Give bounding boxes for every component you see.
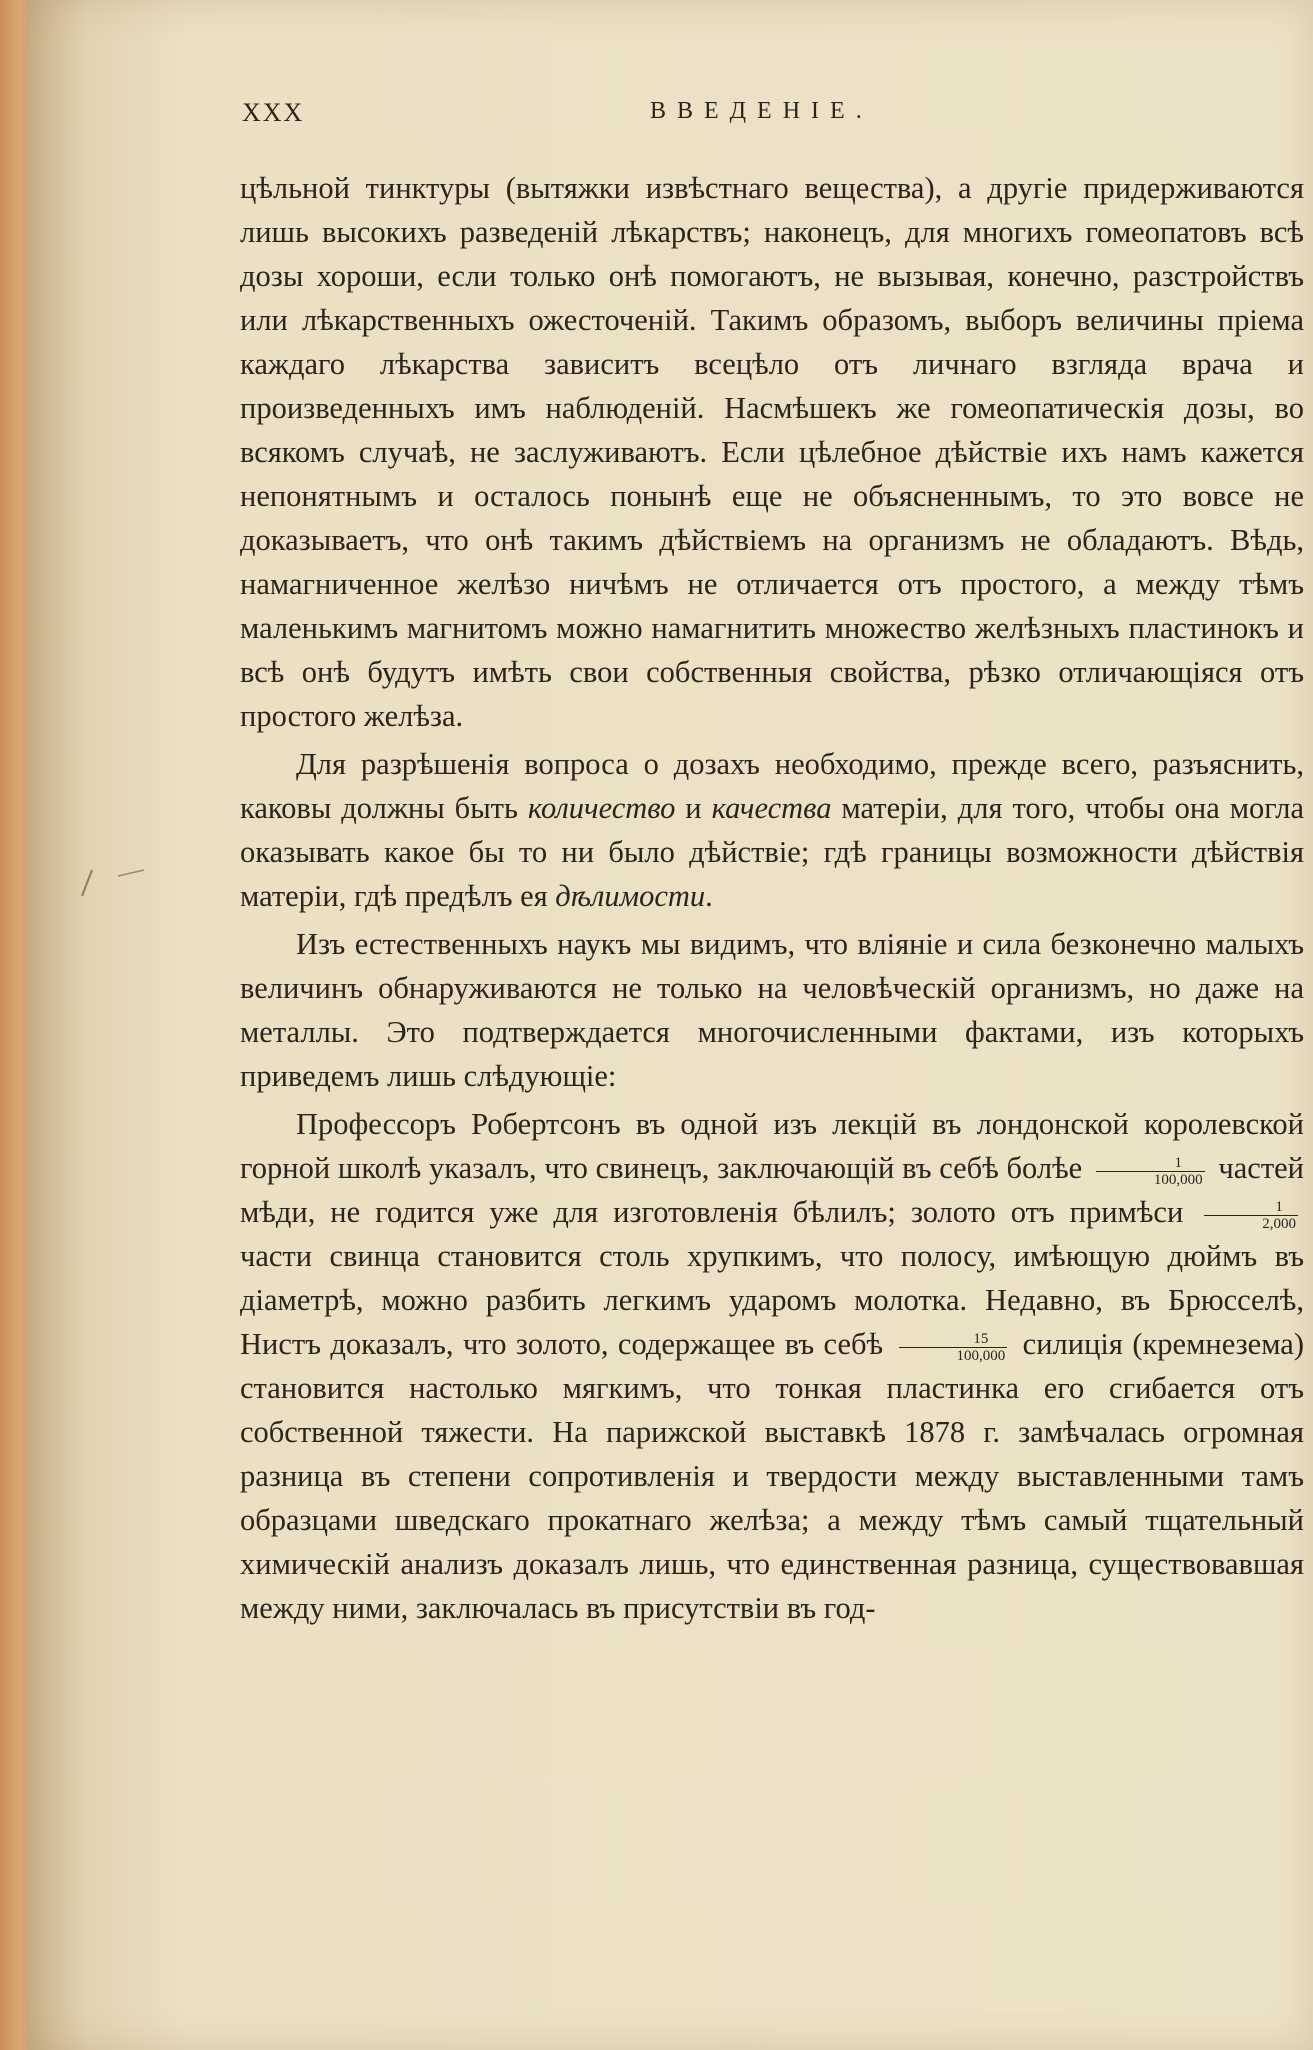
paragraph: [240, 1102, 1304, 1630]
pencil-mark: [78, 862, 148, 902]
fraction-numerator: 1: [1096, 1155, 1205, 1172]
text-run: матерiи, для того, чтобы она могла оказывать какое бы то ни было дѣйствiе; гдѣ границы возможности дѣйствiя матерiи, гдѣ предѣлъ ея: [240, 791, 1304, 913]
fraction-denominator: 2,000: [1262, 1215, 1296, 1232]
fraction: [1204, 1199, 1298, 1232]
text-run: и: [675, 791, 712, 825]
fraction: [899, 1331, 1008, 1364]
text-run: части свинца становится столь хрупкимъ, что полосу, имѣющую дюймъ въ дiаметрѣ, можно разбить легкимъ ударомъ молотка. Недавно, въ Брюсселѣ, Нистъ доказалъ, что золото, содержащее въ себѣ: [240, 1239, 1304, 1361]
paragraph: [240, 922, 1304, 1098]
text-run: цѣльной тинктуры (вытяжки извѣстнаго вещества), а другiе придерживаются лишь высокихъ разведенiй лѣкарствъ; наконецъ, для многихъ гомеопатовъ всѣ дозы хороши, если только онѣ помогаютъ, не вызывая, конечно, разстройствъ или лѣкарственныхъ ожесточенiй. Такимъ образомъ, выборъ величины прiема каждаго лѣкарства зависитъ всецѣло отъ личнаго взгляда врача и произведенныхъ имъ наблюденiй. Насмѣшекъ же гомеопатическiя дозы, во всякомъ случаѣ, не заслуживаютъ. Если цѣлебное дѣйствiе ихъ намъ кажется непонятнымъ и осталось понынѣ еще не объясненнымъ, то это вовсе не доказываетъ, что онѣ такимъ дѣйствiемъ на организмъ не обладаютъ. Вѣдь, намагниченное желѣзо ничѣмъ не отличается отъ простого, а между тѣмъ маленькимъ магнитомъ можно намагнитить множество желѣзныхъ пластинокъ и всѣ онѣ будутъ имѣть свои собственныя свойства, рѣзко отличающiяся отъ простого желѣза.: [240, 171, 1304, 733]
fraction-numerator: 1: [1204, 1199, 1298, 1216]
emphasis: количество: [527, 791, 676, 825]
fraction-numerator: 15: [899, 1331, 1008, 1348]
text-run: Профессоръ Робертсонъ въ одной изъ лекцiй въ лондонской королевской горной школѣ указалъ, что свинецъ, заключающiй въ себѣ болѣе: [240, 1107, 1304, 1185]
text-run: .: [705, 879, 713, 913]
fraction: [1096, 1155, 1205, 1188]
text-run: Для разрѣшенiя вопроса о дозахъ необходимо, прежде всего, разъяснить, каковы должны быть: [240, 747, 1304, 825]
body-text: [240, 166, 1304, 1634]
paragraph: [240, 742, 1304, 918]
paragraph: [240, 166, 1304, 738]
emphasis: дѣлимости: [555, 879, 706, 913]
fraction-denominator: 100,000: [956, 1347, 1006, 1364]
text-run: Изъ естественныхъ наукъ мы видимъ, что влiянiе и сила безконечно малыхъ величинъ обнаруживаются не только на человѣческiй организмъ, но даже на металлы. Это подтверждается многочисленными фактами, изъ которыхъ приведемъ лишь слѣдующiе:: [240, 927, 1304, 1093]
fraction-denominator: 100,000: [1153, 1171, 1203, 1188]
emphasis: качества: [711, 791, 832, 825]
section-title: ВВЕДЕНIЕ.: [650, 98, 873, 124]
text-run: силицiя (кремнезема) становится настолько мягкимъ, что тонкая пластинка его сгибается отъ собственной тяжести. На парижской выставкѣ 1878 г. замѣчалась огромная разница въ степени сопротивленiя и твердости между выставленными тамъ образцами шведскаго прокатнаго желѣза; а между тѣмъ самый тщательный химическiй анализъ доказалъ лишь, что единственная разница, существовавшая между ними, заключалась въ присутствiи въ год-: [240, 1327, 1304, 1625]
page-number: XXX: [242, 98, 305, 127]
running-head: [242, 98, 1302, 138]
text-run: частей мѣди, не годится уже для изготовленiя бѣлилъ; золото отъ примѣси: [240, 1151, 1305, 1229]
